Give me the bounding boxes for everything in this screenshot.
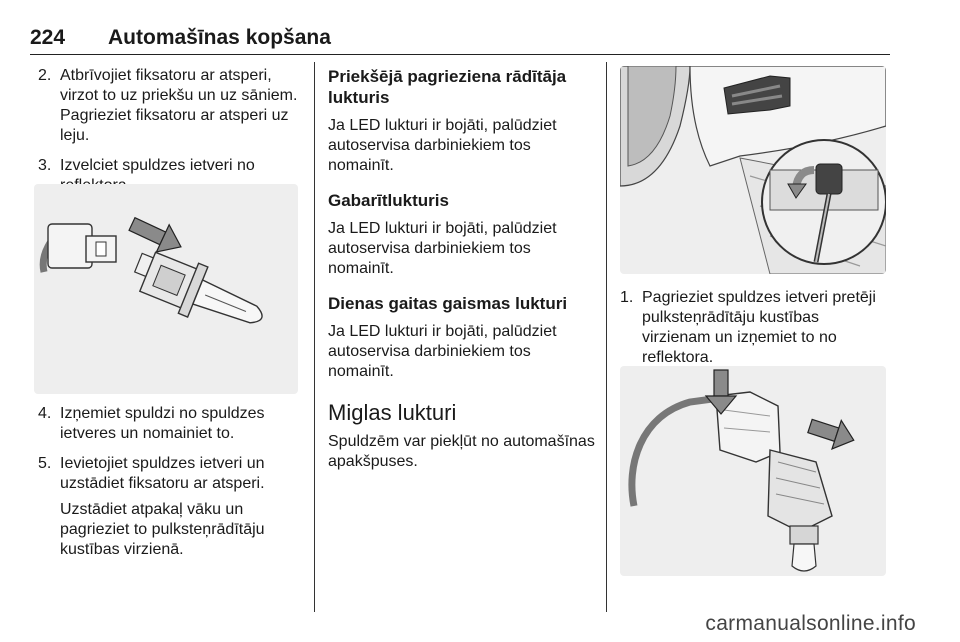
bumper-illustration (620, 66, 886, 274)
bulb-shape (126, 242, 271, 343)
column-divider-2 (606, 62, 607, 612)
step-2 (38, 66, 306, 146)
column-2 (328, 66, 596, 472)
bulb-glass-shape (792, 544, 816, 571)
paragraph-turn-signal: Ja LED lukturi ir bojāti, palūdziet autoservisa darbiniekiem tos nomainīt. (328, 117, 557, 174)
paragraph-parking-light: Ja LED lukturi ir bojāti, palūdziet autoservisa darbiniekiem tos nomainīt. (328, 220, 557, 277)
step-number: 1. (620, 289, 634, 306)
page-number: 224 (30, 26, 66, 49)
bulb-base-shape (790, 526, 818, 544)
column-1-lower (38, 404, 306, 560)
step-text: Ievietojiet spuldzes ietveri un uzstādiet fiksatoru ar atsperi. (60, 455, 265, 492)
step-5 (38, 454, 306, 494)
step-number: 4. (38, 405, 52, 422)
page-header (30, 26, 890, 52)
step-4 (38, 404, 306, 444)
bumper-drawing (620, 66, 886, 274)
bulb-holder-shape (768, 450, 832, 532)
step-1 (620, 288, 890, 368)
step-number: 5. (38, 455, 52, 472)
watermark: carmanualsonline.info (705, 612, 916, 635)
heading-turn-signal: Priekšējā pagrieziena rādītāja lukturis (328, 67, 567, 107)
wire-shape (632, 398, 720, 506)
heading-fog-lights: Miglas lukturi (328, 400, 457, 425)
step-number: 2. (38, 67, 52, 84)
header-rule (30, 54, 890, 55)
bulb-drawing (34, 184, 298, 394)
step-text: Izņemiet spuldzi no spuldzes ietveres un nomainiet to. (60, 405, 265, 442)
column-3 (620, 288, 890, 378)
heading-parking-light: Gabarītlukturis (328, 191, 449, 210)
step-text: Atbrīvojiet fiksatoru ar atsperi, virzot to uz priekšu un uz sāniem. Pagrieziet fiksatoru ar atsperi uz leju. (60, 67, 298, 144)
bulb-socket-shape (816, 164, 842, 194)
step-text: Pagrieziet spuldzes ietveri pretēji pulksteņrādītāju kustības virzienam un izņemiet to no reflektora. (642, 289, 876, 366)
page-title: Automašīnas kopšana (108, 26, 331, 49)
step-number: 3. (38, 157, 52, 174)
heading-daytime-running-lights: Dienas gaitas gaismas lukturi (328, 294, 568, 313)
fog-bulb-illustration (620, 366, 886, 576)
step-text: Izvelciet spuldzes ietveri no (60, 157, 255, 174)
pull-arrow-icon (805, 412, 858, 455)
bulb-illustration (34, 184, 298, 394)
paragraph-daytime-running-lights: Ja LED lukturi ir bojāti, palūdziet autoservisa darbiniekiem tos nomainīt. (328, 323, 557, 380)
fog-bulb-drawing (620, 366, 886, 576)
paragraph-fog-lights: Spuldzēm var piekļūt no automašīnas apakšpuses. (328, 433, 595, 470)
step-5-note: Uzstādiet atpakaļ vāku un pagrieziet to pulksteņrādītāju kustības virzienā. (60, 501, 265, 558)
column-divider-1 (314, 62, 315, 612)
